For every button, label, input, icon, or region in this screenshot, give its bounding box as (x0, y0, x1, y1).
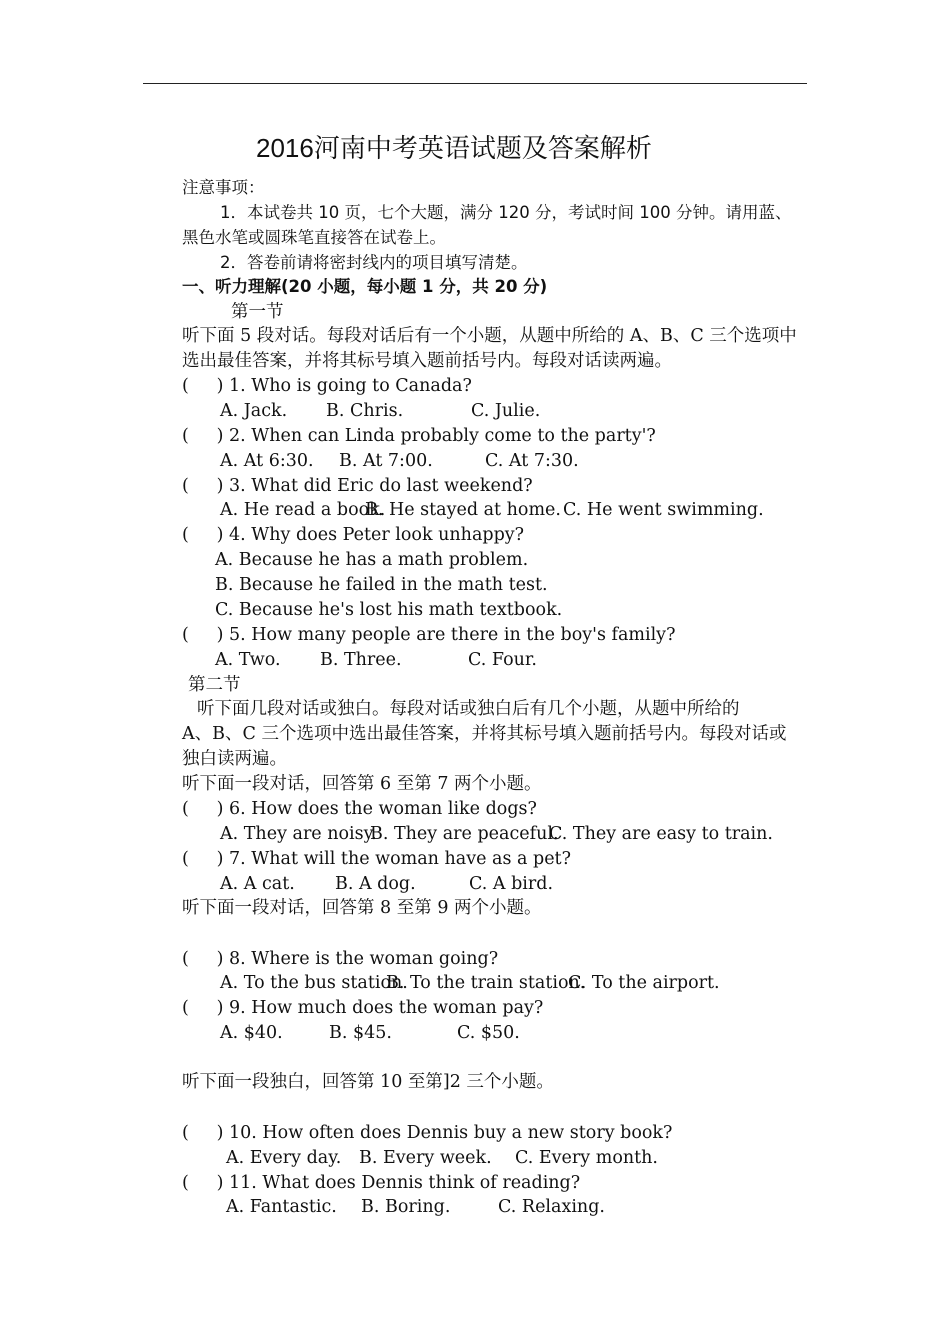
question-7: ( ) 7. What will the woman have as a pet? (182, 849, 571, 869)
option-a: A. Because he has a math problem. (215, 550, 529, 570)
option-b: B. Boring. (361, 1197, 451, 1217)
option-b: B. They are peaceful. (370, 824, 559, 844)
option-b: B. Chris. (326, 401, 404, 421)
question-10: ( ) 10. How often does Dennis buy a new story book? (182, 1123, 673, 1143)
option-c: C. To the airport. (568, 973, 720, 993)
option-c: C. At 7:30. (485, 451, 579, 471)
question-8: ( ) 8. Where is the woman going? (182, 949, 499, 969)
option-b: B. Every week. (359, 1148, 492, 1168)
option-c: C. $50. (457, 1023, 520, 1043)
part1-heading: 一、听力理解(20 小题，每小题 1 分，共 20 分) (182, 277, 548, 296)
question-6: ( ) 6. How does the woman like dogs? (182, 799, 537, 819)
option-c: C. Julie. (471, 401, 541, 421)
option-a: A. A cat. (220, 874, 295, 894)
option-c: C. A bird. (469, 874, 554, 894)
option-c: C. He went swimming. (563, 500, 764, 520)
section1-instruction-cont: 选出最佳答案，并将其标号填入题前括号内。每段对话读两遍。 (182, 351, 672, 371)
dialog-prompt-8-9: 听下面一段对话，回答第 8 至第 9 两个小题。 (182, 898, 542, 918)
section1-instruction: 听下面 5 段对话。每段对话后有一个小题，从题中所给的 A、B、C 三个选项中 (182, 326, 797, 346)
option-c: C. Because he's lost his math textbook. (215, 600, 563, 620)
option-b: B. Three. (320, 650, 402, 670)
option-b: B. He stayed at home. (365, 500, 561, 520)
option-c: C. Relaxing. (498, 1197, 605, 1217)
option-b: B. At 7:00. (339, 451, 433, 471)
notice-heading: 注意事项： (182, 178, 265, 197)
option-a: A. Fantastic. (226, 1197, 337, 1217)
option-c: C. They are easy to train. (549, 824, 773, 844)
option-c: C. Every month. (515, 1148, 658, 1168)
option-a: A. To the bus station. (220, 973, 408, 993)
question-1: ( ) 1. Who is going to Canada? (182, 376, 472, 396)
option-b: B. A dog. (335, 874, 416, 894)
question-11: ( ) 11. What does Dennis think of reading? (182, 1173, 581, 1193)
section2-instruction-cont: A、B、C 三个选项中选出最佳答案，并将其标号填入题前括号内。每段对话或 (182, 724, 787, 744)
section2-instruction: 听下面几段对话或独白。每段对话或独白后有几个小题，从题中所给的 (197, 699, 740, 719)
question-2: ( ) 2. When can Linda probably come to the party'? (182, 426, 656, 446)
option-a: A. Two. (215, 650, 281, 670)
question-4: ( ) 4. Why does Peter look unhappy? (182, 525, 525, 545)
question-5: ( ) 5. How many people are there in the boy's family? (182, 625, 676, 645)
notice-item-1: 1．本试卷共 10 页，七个大题，满分 120 分，考试时间 100 分钟。请用蓝、 (220, 203, 792, 222)
question-9: ( ) 9. How much does the woman pay? (182, 998, 544, 1018)
option-b: B. $45. (329, 1023, 392, 1043)
option-a: A. He read a book. (220, 500, 386, 520)
option-c: C. Four. (468, 650, 537, 670)
question-3: ( ) 3. What did Eric do last weekend? (182, 476, 533, 496)
option-a: A. Jack. (220, 401, 288, 421)
option-a: A. Every day. (226, 1148, 342, 1168)
option-a: A. They are noisy. (220, 824, 377, 844)
option-a: A. $40. (220, 1023, 283, 1043)
option-b: B. Because he failed in the math test. (215, 575, 548, 595)
monologue-prompt-10-12: 听下面一段独白，回答第 10 至第]2 三个小题。 (182, 1072, 554, 1092)
notice-item-1-cont: 黑色水笔或圆珠笔直接答在试卷上。 (182, 228, 446, 247)
header-rule (143, 83, 807, 84)
page-title: 2016河南中考英语试题及答案解析 (256, 133, 652, 163)
option-a: A. At 6:30. (220, 451, 314, 471)
notice-item-2: 2．答卷前请将密封线内的项目填写清楚。 (220, 253, 528, 272)
section2-label: 第二节 (188, 675, 241, 695)
section1-label: 第一节 (231, 302, 284, 322)
option-b: B. To the train station. (386, 973, 586, 993)
dialog-prompt-6-7: 听下面一段对话，回答第 6 至第 7 两个小题。 (182, 774, 542, 794)
section2-instruction-end: 独白读两遍。 (182, 749, 287, 769)
